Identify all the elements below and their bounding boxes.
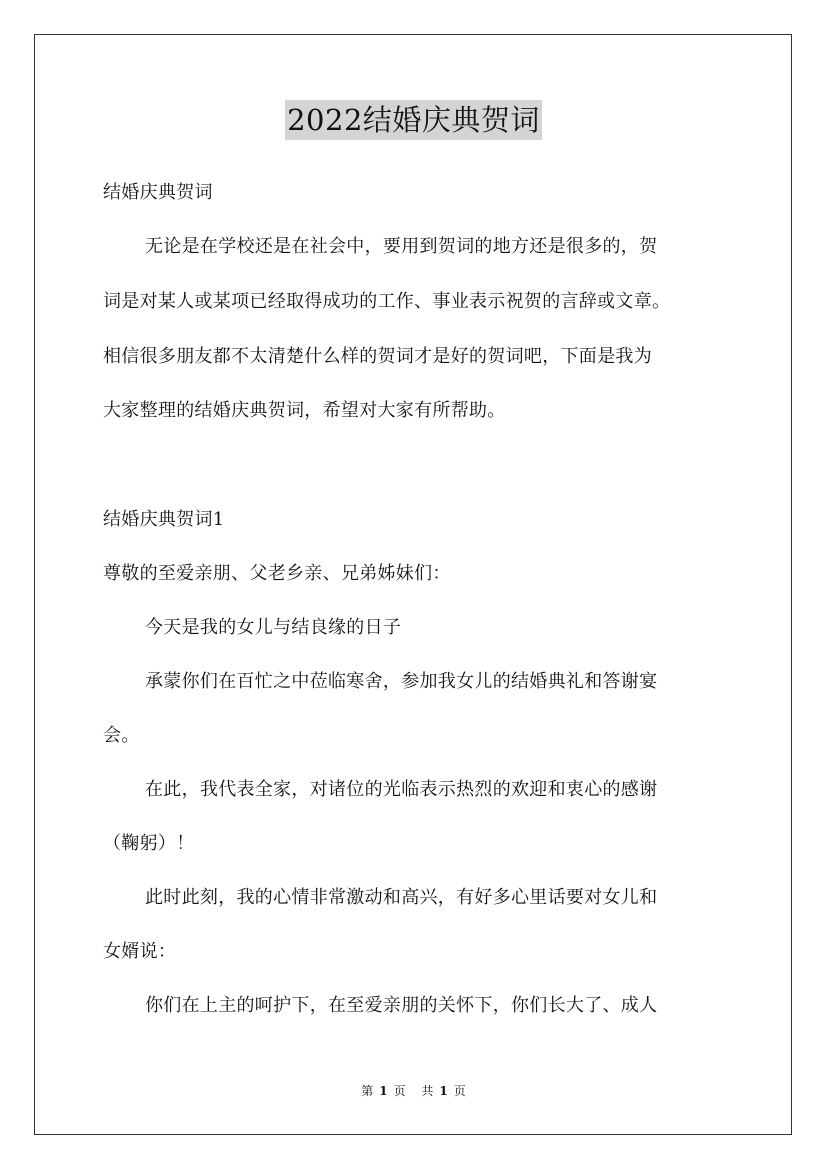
paragraph-line: 你们在上主的呵护下，在至爱亲朋的关怀下，你们长大了、成人: [145, 995, 658, 1016]
total-number: 1: [439, 1084, 448, 1098]
total-prefix: 共: [421, 1084, 434, 1098]
paragraph-line: 在此，我代表全家，对诸位的光临表示热烈的欢迎和衷心的感谢: [145, 779, 658, 800]
paragraph-line: 此时此刻，我的心情非常激动和高兴，有好多心里话要对女儿和: [145, 887, 658, 908]
paragraph-line: 会。: [103, 725, 140, 746]
page-prefix: 第: [361, 1084, 374, 1098]
paragraph-line: 相信很多朋友都不太清楚什么样的贺词才是好的贺词吧，下面是我为: [103, 346, 652, 367]
title-container: [0, 100, 827, 140]
paragraph-line: （鞠躬）！: [103, 833, 195, 854]
paragraph-line: 女婿说：: [103, 941, 177, 962]
page-suffix: 页: [393, 1084, 406, 1098]
salutation-line: 尊敬的至爱亲朋、父老乡亲、兄弟姊妹们：: [103, 563, 451, 584]
paragraph-line: 承蒙你们在百忙之中莅临寒舍，参加我女儿的结婚典礼和答谢宴: [145, 671, 658, 692]
section-heading: 结婚庆典贺词: [103, 182, 213, 203]
paragraph-line: 词是对某人或某项已经取得成功的工作、事业表示祝贺的言辞或文章。: [103, 291, 671, 312]
paragraph-line: 大家整理的结婚庆典贺词，希望对大家有所帮助。: [103, 400, 506, 421]
paragraph-line: 今天是我的女儿与结良缘的日子: [145, 617, 402, 638]
total-pages-indicator: [418, 1084, 468, 1098]
document-title: 2022结婚庆典贺词: [285, 100, 542, 140]
total-suffix: 页: [453, 1084, 466, 1098]
page-indicator: [358, 1084, 408, 1098]
paragraph-line: 无论是在学校还是在社会中，要用到贺词的地方还是很多的，贺: [145, 236, 658, 257]
page-footer: [0, 1083, 827, 1099]
subsection-heading: 结婚庆典贺词1: [103, 509, 225, 530]
page-number: 1: [379, 1084, 388, 1098]
